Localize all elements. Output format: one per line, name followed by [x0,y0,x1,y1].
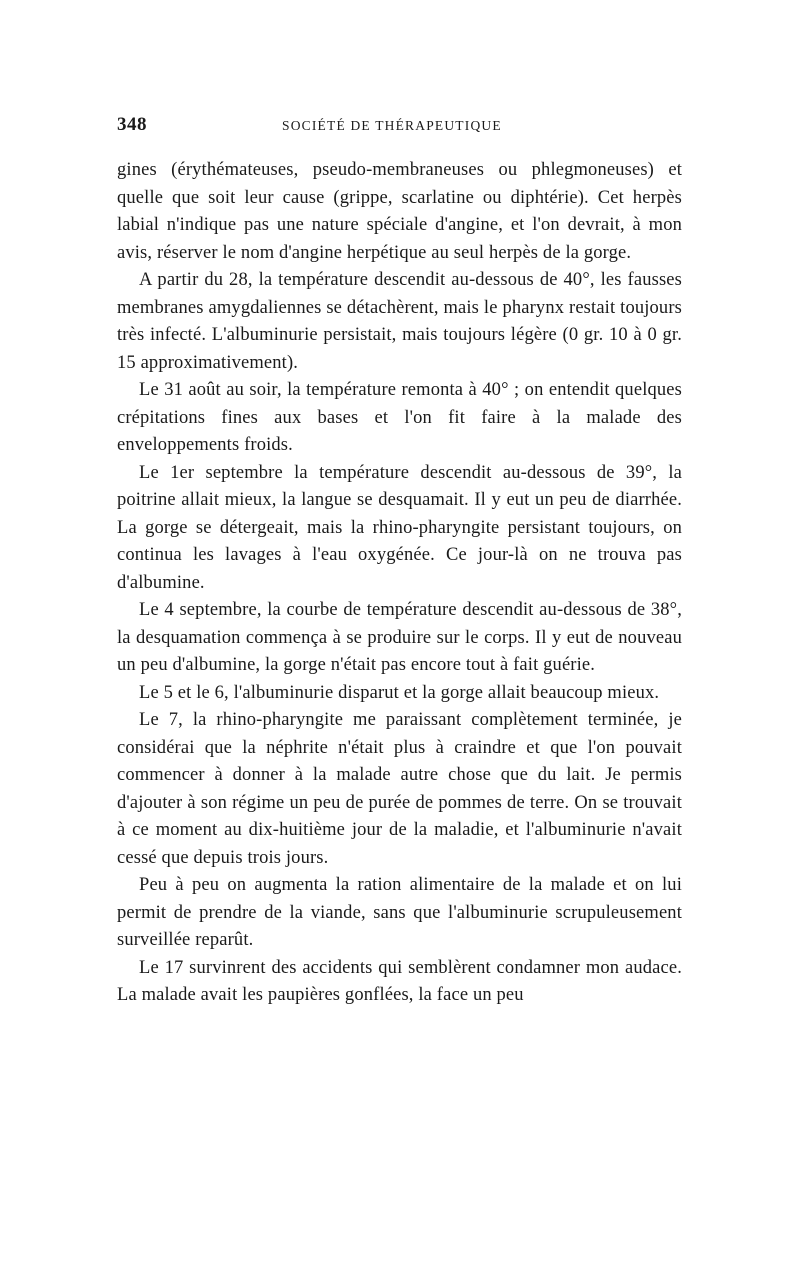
paragraph: Le 5 et le 6, l'albuminurie disparut et la gorge allait beaucoup mieux. [139,682,660,703]
paragraph: gines (érythémateuses, pseudo-membraneuses ou phlegmoneuses) et quelle que soit leur cause (grippe, scarlatine ou diphtérie). Cet herpès labial n'indique pas une nature spéciale d'angine, et l'on devrait, à mon avis, réserver le nom d'angine herpétique au seul herpès de la gorge. [117,160,682,263]
paragraph: Le 1er septembre la température descendit au-dessous de 39°, la poitrine allait mieux, la langue se desquamait. Il y eut un peu de diarrhée. La gorge se détergeait, mais la rhino-pharyngite persistant toujours, on continua les lavages à l'eau oxygénée. Ce jour-là on ne trouva pas d'albumine. [117,462,682,593]
paragraph: Peu à peu on augmenta la ration alimentaire de la malade et on lui permit de prendre de la viande, sans que l'albuminurie scrupuleusement surveillée reparût. [117,875,682,950]
body-text [117,157,682,1010]
page-header [117,110,682,144]
running-title: SOCIÉTÉ DE THÉRAPEUTIQUE [282,118,502,133]
paragraph: A partir du 28, la température descendit au-dessous de 40°, les fausses membranes amygdaliennes se détachèrent, mais le pharynx restait toujours très infecté. L'albuminurie persistait, mais toujours légère (0 gr. 10 à 0 gr. 15 approximativement). [117,270,682,373]
paragraph: Le 4 septembre, la courbe de température descendit au-dessous de 38°, la desquamation commença à se produire sur le corps. Il y eut de nouveau un peu d'albumine, la gorge n'était pas encore tout à fait guérie. [117,600,682,675]
paragraph: Le 17 survinrent des accidents qui semblèrent condamner mon audace. La malade avait les paupières gonflées, la face un peu [117,957,682,1005]
book-page [117,110,682,1010]
paragraph: Le 31 août au soir, la température remonta à 40° ; on entendit quelques crépitations fines aux bases et l'on fit faire à la malade des enveloppements froids. [117,380,682,455]
page-number: 348 [117,114,147,135]
paragraph: Le 7, la rhino-pharyngite me paraissant complètement terminée, je considérai que la néphrite n'était plus à craindre et que l'on pouvait commencer à donner à la malade autre chose que du lait. Je permis d'ajouter à son régime un peu de purée de pommes de terre. On se trouvait à ce moment au dix-huitième jour de la maladie, et l'albuminurie n'avait cessé que depuis trois jours. [117,710,682,868]
